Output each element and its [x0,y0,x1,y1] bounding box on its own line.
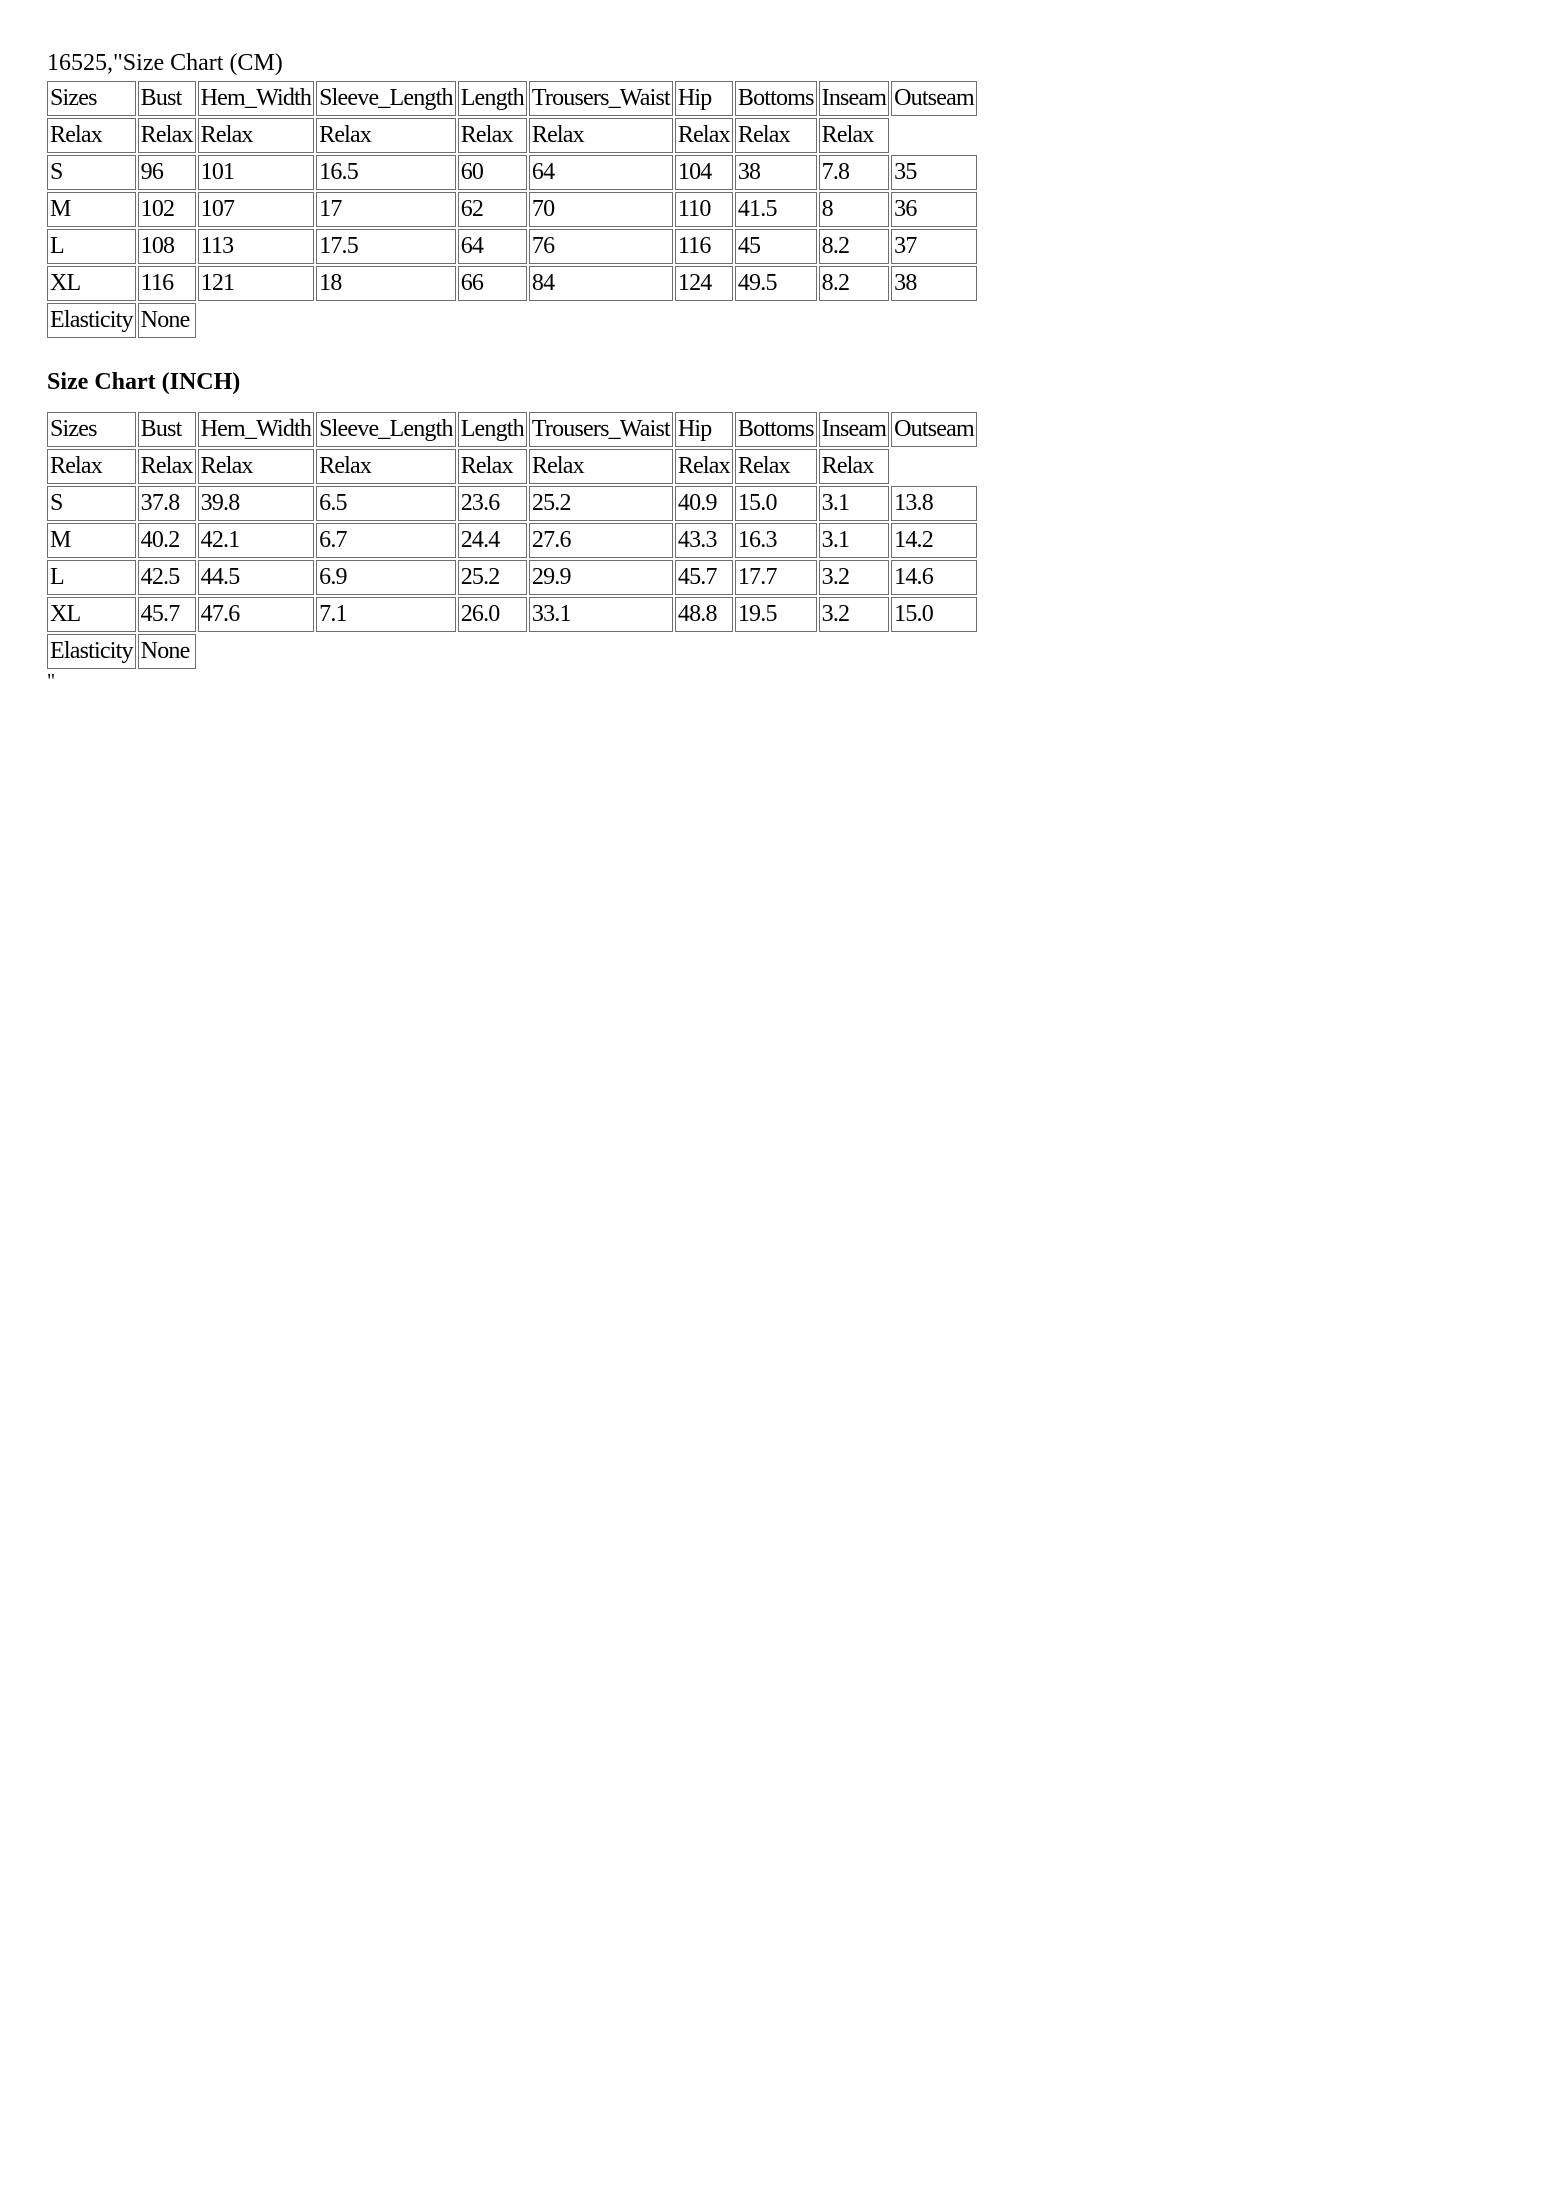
size-row-cell: 116 [138,266,196,301]
header-row-cell: Outseam [891,412,977,447]
size-row-cell: 29.9 [529,560,673,595]
header-row-cell: Inseam [819,412,890,447]
relax-row-cell: Relax [47,118,136,153]
size-row-cell: 7.8 [819,155,890,190]
size-row-cell: 3.1 [819,523,890,558]
header-row-cell: Hem_Width [198,81,314,116]
size-row-cell: 84 [529,266,673,301]
size-row-cell: 108 [138,229,196,264]
size-row-cell: 96 [138,155,196,190]
size-row-cell: 16.3 [735,523,817,558]
relax-row [47,118,977,153]
size-row-cell: 48.8 [675,597,733,632]
header-row-cell: Sleeve_Length [316,412,456,447]
size-row-cell: 101 [198,155,314,190]
size-row-cell: 38 [735,155,817,190]
relax-row-cell: Relax [819,449,890,484]
size-row-cell: 16.5 [316,155,456,190]
size-row-cell: 116 [675,229,733,264]
size-row-cell: 26.0 [458,597,527,632]
header-row-cell: Length [458,412,527,447]
elasticity-row [47,303,977,338]
size-row-cell: 15.0 [735,486,817,521]
size-row-cell: 41.5 [735,192,817,227]
size-row-cell: 8.2 [819,266,890,301]
header-row-cell: Hip [675,412,733,447]
size-row-cell: 18 [316,266,456,301]
cm-size-table [45,79,979,340]
relax-row-cell: Relax [529,449,673,484]
size-row-cell: S [47,155,136,190]
size-row-cell: 27.6 [529,523,673,558]
header-row-cell: Sizes [47,81,136,116]
size-row-cell: 17.5 [316,229,456,264]
size-row [47,597,977,632]
header-row-cell: Bust [138,81,196,116]
relax-row-cell: Relax [316,118,456,153]
size-row-cell: 42.1 [198,523,314,558]
size-row-cell: 107 [198,192,314,227]
header-row-cell: Bottoms [735,412,817,447]
size-row [47,560,977,595]
size-row-cell: 43.3 [675,523,733,558]
elasticity-row-cell: None [138,634,196,669]
cm-chart-title: 16525,"Size Chart (CM) [47,50,283,76]
size-row-cell: 3.2 [819,597,890,632]
size-row-cell: L [47,560,136,595]
header-row-cell: Trousers_Waist [529,81,673,116]
size-row-cell: XL [47,597,136,632]
size-row-cell: 45 [735,229,817,264]
relax-row-cell: Relax [47,449,136,484]
relax-row-cell: Relax [529,118,673,153]
relax-row-cell: Relax [198,118,314,153]
size-row-cell: 121 [198,266,314,301]
document-page [47,47,1147,691]
size-row-cell: 36 [891,192,977,227]
size-row-cell: 25.2 [529,486,673,521]
header-row-cell: Hip [675,81,733,116]
size-row-cell: 25.2 [458,560,527,595]
size-row-cell: 113 [198,229,314,264]
empty-cell [891,118,977,153]
size-row-cell: 14.2 [891,523,977,558]
relax-row-cell: Relax [458,118,527,153]
size-row [47,486,977,521]
elasticity-row-cell: None [138,303,196,338]
size-row-cell: 45.7 [675,560,733,595]
size-row-cell: 3.2 [819,560,890,595]
size-row-cell: 33.1 [529,597,673,632]
relax-row-cell: Relax [735,118,817,153]
size-row-cell: S [47,486,136,521]
header-row [47,81,977,116]
size-row-cell: XL [47,266,136,301]
inch-chart-title: Size Chart (INCH) [47,369,241,395]
relax-row-cell: Relax [675,449,733,484]
size-row [47,229,977,264]
size-row-cell: 47.6 [198,597,314,632]
size-row-cell: 17 [316,192,456,227]
header-row-cell: Outseam [891,81,977,116]
size-row-cell: 44.5 [198,560,314,595]
size-row-cell: 37.8 [138,486,196,521]
size-row-cell: 6.5 [316,486,456,521]
size-row [47,192,977,227]
size-row-cell: 64 [529,155,673,190]
size-row-cell: 60 [458,155,527,190]
size-row-cell: 24.4 [458,523,527,558]
relax-row-cell: Relax [675,118,733,153]
header-row-cell: Length [458,81,527,116]
size-row [47,155,977,190]
size-row-cell: 124 [675,266,733,301]
elasticity-row-cell: Elasticity [47,303,136,338]
header-row-cell: Hem_Width [198,412,314,447]
elasticity-row-cell: Elasticity [47,634,136,669]
size-row-cell: 70 [529,192,673,227]
size-row-cell: 40.9 [675,486,733,521]
size-row-cell: 42.5 [138,560,196,595]
header-row [47,412,977,447]
inch-size-table [45,410,979,671]
size-row-cell: 19.5 [735,597,817,632]
size-row-cell: 3.1 [819,486,890,521]
size-row-cell: 13.8 [891,486,977,521]
size-row-cell: 23.6 [458,486,527,521]
size-row-cell: 39.8 [198,486,314,521]
relax-row-cell: Relax [819,118,890,153]
relax-row-cell: Relax [735,449,817,484]
size-row-cell: 6.9 [316,560,456,595]
size-row-cell: 64 [458,229,527,264]
size-row-cell: 102 [138,192,196,227]
trailing-quote: " [47,670,56,692]
size-row-cell: 66 [458,266,527,301]
relax-row-cell: Relax [316,449,456,484]
relax-row-cell: Relax [198,449,314,484]
size-row-cell: 8 [819,192,890,227]
empty-cell [891,449,977,484]
size-row-cell: 45.7 [138,597,196,632]
size-row-cell: 6.7 [316,523,456,558]
size-row [47,523,977,558]
relax-row-cell: Relax [138,449,196,484]
header-row-cell: Trousers_Waist [529,412,673,447]
size-row-cell: 40.2 [138,523,196,558]
relax-row-cell: Relax [138,118,196,153]
relax-row [47,449,977,484]
size-row-cell: 104 [675,155,733,190]
header-row-cell: Sleeve_Length [316,81,456,116]
size-row-cell: L [47,229,136,264]
size-row-cell: 8.2 [819,229,890,264]
size-row-cell: 7.1 [316,597,456,632]
relax-row-cell: Relax [458,449,527,484]
size-row-cell: 14.6 [891,560,977,595]
size-row-cell: 37 [891,229,977,264]
size-row-cell: M [47,523,136,558]
size-row [47,266,977,301]
header-row-cell: Inseam [819,81,890,116]
size-row-cell: 49.5 [735,266,817,301]
header-row-cell: Bust [138,412,196,447]
size-row-cell: 38 [891,266,977,301]
header-row-cell: Bottoms [735,81,817,116]
size-row-cell: 76 [529,229,673,264]
size-row-cell: 62 [458,192,527,227]
size-row-cell: M [47,192,136,227]
size-row-cell: 15.0 [891,597,977,632]
elasticity-row [47,634,977,669]
size-row-cell: 110 [675,192,733,227]
size-row-cell: 35 [891,155,977,190]
header-row-cell: Sizes [47,412,136,447]
size-row-cell: 17.7 [735,560,817,595]
